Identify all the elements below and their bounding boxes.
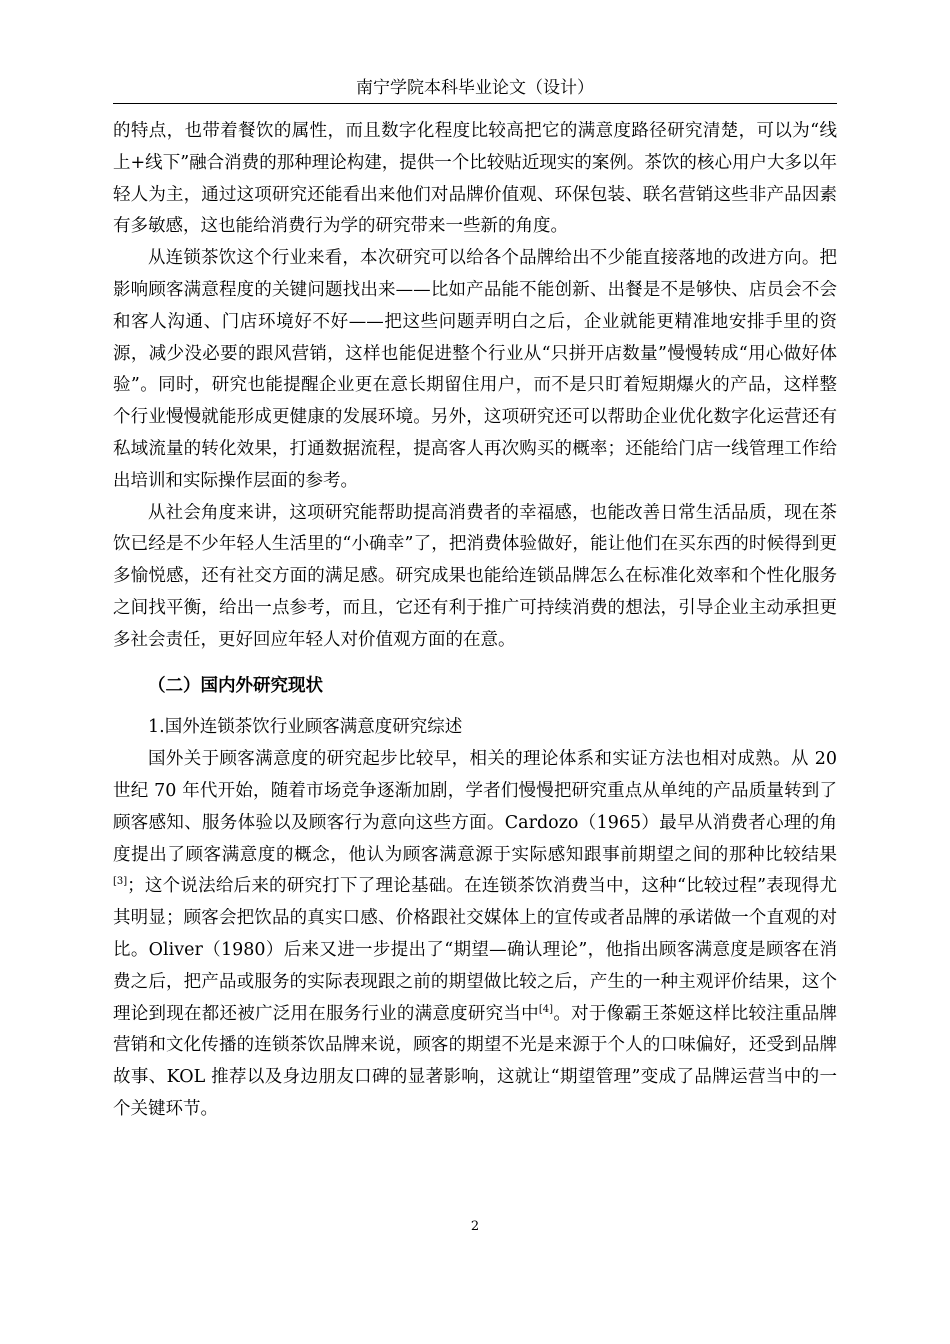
paragraph-text-part-a: 国外关于顾客满意度的研究起步比较早，相关的理论体系和实证方法也相对成熟。从 20 世纪 70 年代开始，随着市场竞争逐渐加剧，学者们慢慢把研究重点从单纯的产品质量转到了顾客感知、服务体验以及顾客行为意向这些方面。Cardozo（1965）最早从消费者心理的角度提出了顾客满意度的概念，他认为顾客满意源于实际感知跟事前期望之间的那种比较结果 — [113, 749, 837, 865]
paragraph-continued: 的特点，也带着餐饮的属性，而且数字化程度比较高把它的满意度路径研究清楚，可以为“线上+线下”融合消费的那种理论构建，提供一个比较贴近现实的案例。茶饮的核心用户大多以年轻人为主，通过这项研究还能看出来他们对品牌价值观、环保包装、联名营销这些非产品因素有多敏感，这也能给消费行为学的研究带来一些新的角度。 — [113, 121, 837, 237]
citation-4: [4] — [538, 1003, 554, 1015]
page-number: 2 — [470, 1219, 480, 1234]
paragraph-text-part-b: ；这个说法给后来的研究打下了理论基础。在连锁茶饮消费当中，这种“比较过程”表现得尤其明显；顾客会把饮品的真实口感、价格跟社交媒体上的宣传或者品牌的承诺做一个直观的对比。Oliver（1980）后来又进一步提出了“期望—确认理论”，他指出顾客满意度是顾客在消费之后，把产品或服务的实际表现跟之前的期望做比较之后，产生的一种主观评价结果，这个理论到现在都还被广泛用在服务行业的满意度研究当中 — [113, 876, 837, 1024]
paper-body — [113, 116, 837, 1126]
paragraph-foreign-research — [113, 744, 837, 1126]
paragraph-social-significance: 从社会角度来讲，这项研究能帮助提高消费者的幸福感，也能改善日常生活品质，现在茶饮已经是不少年轻人生活里的“小确幸”了，把消费体验做好，能让他们在买东西的时候得到更多愉悦感，还有社交方面的满足感。研究成果也能给连锁品牌怎么在标准化效率和个性化服务之间找平衡，给出一点参考，而且，它还有利于推广可持续消费的想法，引导企业主动承担更多社会责任，更好回应年轻人对价值观方面的在意。 — [113, 502, 837, 650]
paragraph-industry-significance: 从连锁茶饮这个行业来看，本次研究可以给各个品牌给出不少能直接落地的改进方向。把影响顾客满意程度的关键问题找出来——比如产品能不能创新、出餐是不是够快、店员会不会和客人沟通、门店环境好不好——把这些问题弄明白之后，企业就能更精准地安排手里的资源，减少没必要的跟风营销，这样也能促进整个行业从“只拼开店数量”慢慢转成“用心做好体验”。同时，研究也能提醒企业更在意长期留住用户，而不是只盯着短期爆火的产品，这样整个行业慢慢就能形成更健康的发展环境。另外，这项研究还可以帮助企业优化数字化运营还有私域流量的转化效果，打通数据流程，提高客人再次购买的概率；还能给门店一线管理工作给出培训和实际操作层面的参考。 — [113, 248, 837, 491]
citation-3: [3] — [113, 876, 128, 888]
subsection-heading: 1.国外连锁茶饮行业顾客满意度研究综述 — [148, 717, 463, 738]
running-header: 南宁学院本科毕业论文（设计） — [356, 78, 594, 98]
section-heading: （二）国内外研究现状 — [148, 675, 323, 696]
header-rule — [113, 103, 837, 104]
paragraph-text-part-c: 。对于像霸王茶姬这样比较注重品牌营销和文化传播的连锁茶饮品牌来说，顾客的期望不光是来源于个人的口味偏好，还受到品牌故事、KOL 推荐以及身边朋友口碑的显著影响，这就让“期望管理”变成了品牌运营当中的一个关键环节。 — [113, 1003, 838, 1119]
